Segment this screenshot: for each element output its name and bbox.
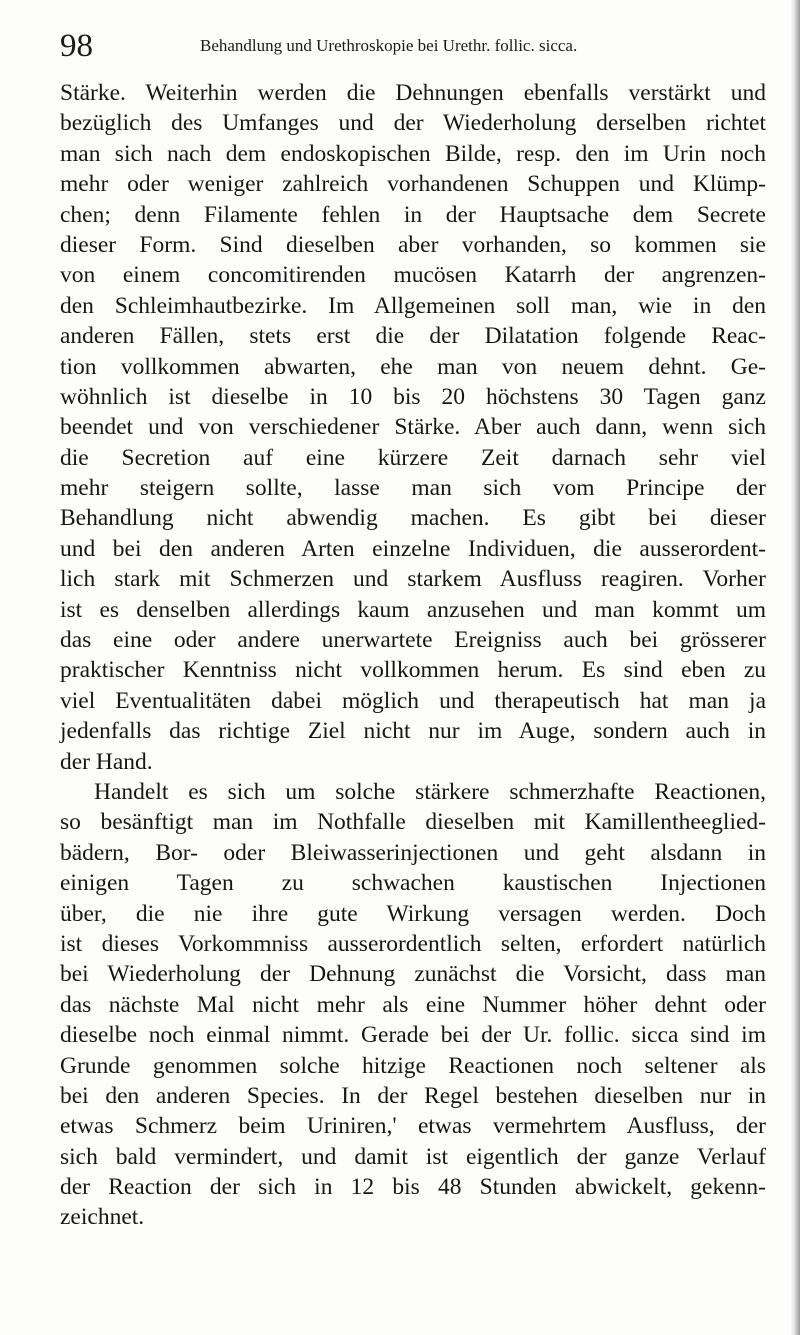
text-line: viel Eventualitäten dabei möglich und therapeutisch hat man ja (60, 687, 766, 714)
text-line: bei den anderen Species. In der Regel bestehen dieselben nur in (60, 1082, 766, 1109)
text-line: die Secretion auf eine kürzere Zeit darnach sehr viel (60, 444, 766, 471)
text-line: und bei den anderen Arten einzelne Individuen, die ausserordent- (60, 535, 766, 562)
text-line: man sich nach dem endoskopischen Bilde, resp. den im Urin noch (60, 140, 766, 167)
text-line: von einem concomitirenden mucösen Katarrh der angrenzen- (60, 262, 766, 289)
text-line: bädern, Bor- oder Bleiwasserinjectionen und geht alsdann in (60, 839, 766, 866)
text-line: über, die nie ihre gute Wirkung versagen werden. Doch (60, 900, 766, 927)
text-line: jedenfalls das richtige Ziel nicht nur im Auge, sondern auch in (60, 718, 766, 745)
text-line: mehr steigern sollte, lasse man sich vom Principe der (60, 475, 766, 502)
text-line: dieselbe noch einmal nimmt. Gerade bei der Ur. follic. sicca sind im (60, 1022, 766, 1049)
text-line: das eine oder andere unerwartete Ereigniss auch bei grösserer (60, 627, 766, 654)
text-line: tion vollkommen abwarten, ehe man von neuem dehnt. Ge- (60, 353, 766, 380)
text-line: der Reaction der sich in 12 bis 48 Stunden abwickelt, gekenn- (60, 1174, 766, 1201)
text-line: bezüglich des Umfanges und der Wiederholung derselben richtet (60, 110, 766, 137)
page-header (60, 26, 760, 72)
text-line: Stärke. Weiterhin werden die Dehnungen ebenfalls verstärkt und (60, 80, 766, 106)
text-line: so besänftigt man im Nothfalle dieselben mit Kamillentheeglied- (60, 809, 766, 836)
text-line: mehr oder weniger zahlreich vorhandenen Schuppen und Klümp- (60, 171, 766, 198)
running-head: Behandlung und Urethroskopie bei Urethr. follic. sicca. (200, 36, 578, 55)
text-line: sich bald vermindert, und damit ist eigentlich der ganze Verlauf (60, 1143, 766, 1170)
text-line: einigen Tagen zu schwachen kaustischen Injectionen (60, 870, 766, 897)
text-line: etwas Schmerz beim Uriniren,' etwas vermehrtem Ausfluss, der (60, 1113, 766, 1140)
text-line: Handelt es sich um solche stärkere schmerzhafte Reactionen, (94, 778, 766, 805)
text-line: der Hand. (60, 748, 153, 775)
text-line: ist es denselben allerdings kaum anzusehen und man kommt um (60, 596, 766, 623)
text-line: das nächste Mal nicht mehr als eine Nummer höher dehnt oder (60, 991, 766, 1018)
text-line: wöhnlich ist dieselbe in 10 bis 20 höchstens 30 Tagen ganz (60, 383, 766, 410)
text-line: bei Wiederholung der Dehnung zunächst die Vorsicht, dass man (60, 961, 766, 988)
text-line: Grunde genommen solche hitzige Reactionen noch seltener als (60, 1052, 766, 1079)
page-edge-shadow (790, 0, 800, 1335)
body-text (60, 78, 766, 1233)
text-line: Behandlung nicht abwendig machen. Es gibt bei dieser (60, 505, 766, 532)
text-line: dieser Form. Sind dieselben aber vorhanden, so kommen sie (60, 231, 766, 258)
text-line: praktischer Kenntniss nicht vollkommen herum. Es sind eben zu (60, 657, 766, 684)
text-line: ist dieses Vorkommniss ausserordentlich selten, erfordert natürlich (60, 930, 766, 957)
page-number: 98 (60, 28, 93, 64)
text-line: zeichnet. (60, 1204, 145, 1231)
text-line: chen; denn Filamente fehlen in der Hauptsache dem Secrete (60, 201, 766, 228)
text-line: den Schleimhautbezirke. Im Allgemeinen soll man, wie in den (60, 292, 766, 319)
text-line: lich stark mit Schmerzen und starkem Ausfluss reagiren. Vorher (60, 566, 766, 593)
text-line: anderen Fällen, stets erst die der Dilatation folgende Reac- (60, 323, 766, 350)
text-line: beendet und von verschiedener Stärke. Aber auch dann, wenn sich (60, 414, 766, 441)
